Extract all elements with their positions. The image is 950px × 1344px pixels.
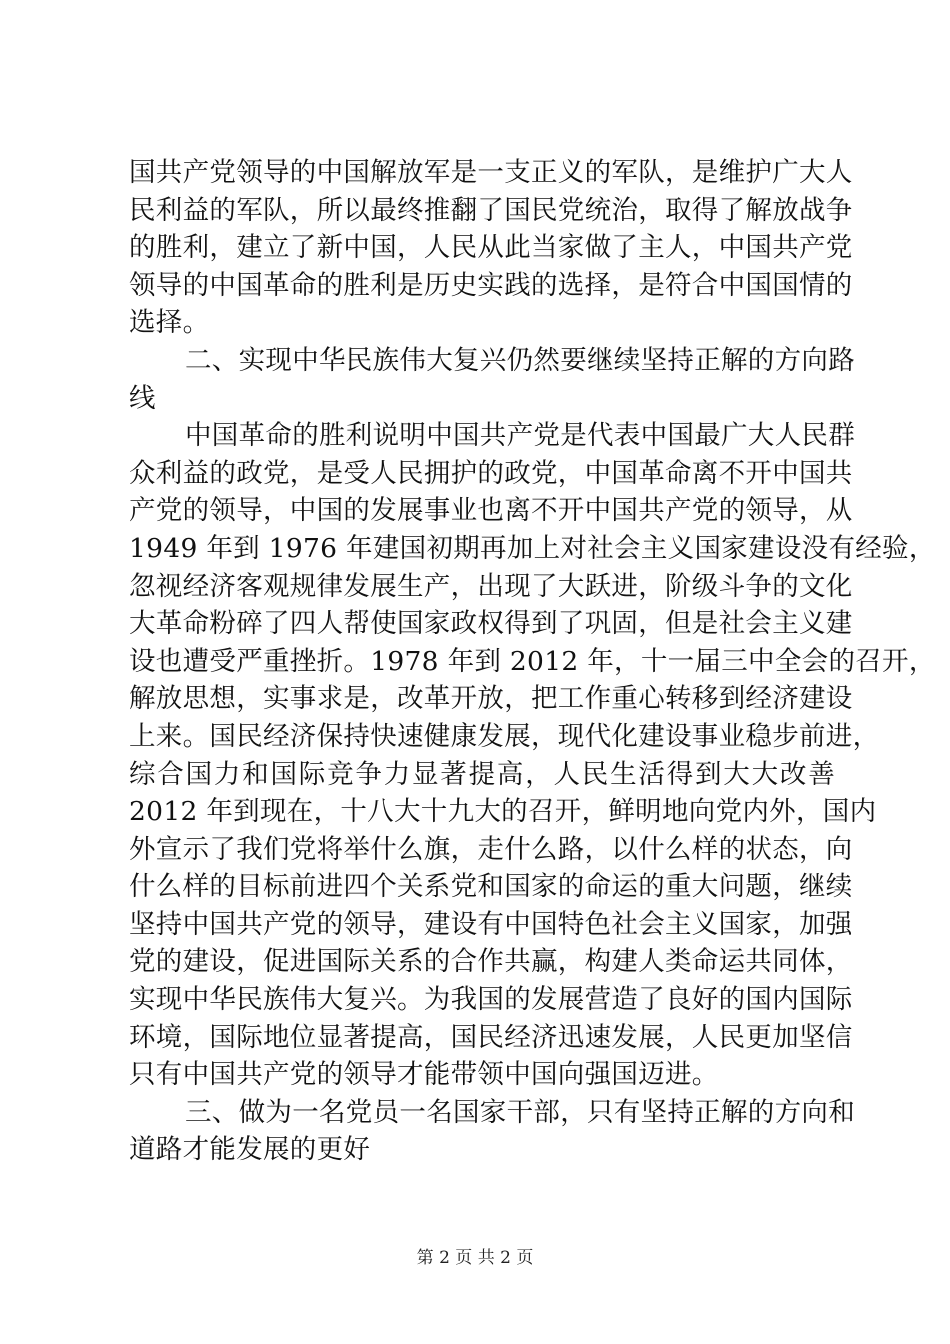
text-line: 选择。 xyxy=(129,307,210,339)
text-line: 的胜利，建立了新中国，人民从此当家做了主人，中国共产党 xyxy=(129,232,853,264)
paragraph xyxy=(129,154,853,342)
text-line: 领导的中国革命的胜利是历史实践的选择，是符合中国国情的 xyxy=(129,269,853,301)
text-line: 中国革命的胜利说明中国共产党是代表中国最广大人民群 xyxy=(185,420,855,452)
text-line: 设也遭受严重挫折。1978 年到 2012 年，十一届三中全会的召开， xyxy=(129,645,936,677)
section-heading xyxy=(129,342,855,417)
text-line: 产党的领导，中国的发展事业也离不开中国共产党的领导，从 xyxy=(129,495,853,527)
text-line: 党的建设，促进国际关系的合作共赢，构建人类命运共同体， xyxy=(129,946,853,978)
text-line: 上来。国民经济保持快速健康发展，现代化建设事业稳步前进， xyxy=(129,720,880,752)
text-line: 实现中华民族伟大复兴。为我国的发展营造了良好的国内国际 xyxy=(129,984,853,1016)
text-line: 国共产党领导的中国解放军是一支正义的军队，是维护广大人 xyxy=(129,157,853,188)
text-line: 坚持中国共产党的领导，建设有中国特色社会主义国家，加强 xyxy=(129,908,853,940)
text-line: 民利益的军队，所以最终推翻了国民党统治，取得了解放战争 xyxy=(129,194,853,226)
paragraph xyxy=(129,417,936,1094)
text-line: 什么样的目标前进四个关系党和国家的命运的重大问题，继续 xyxy=(129,871,853,903)
text-line: 2012 年到现在，十八大十九大的召开，鲜明地向党内外，国内 xyxy=(129,796,877,828)
document-body xyxy=(129,154,936,1169)
page-number-footer: 第 2 页 共 2 页 xyxy=(416,1248,534,1268)
text-line: 线 xyxy=(129,382,156,414)
section-heading xyxy=(129,1094,855,1169)
text-line: 环境，国际地位显著提高，国民经济迅速发展，人民更加坚信 xyxy=(129,1021,853,1053)
text-line: 道路才能发展的更好 xyxy=(129,1134,371,1166)
text-line: 综合国力和国际竞争力显著提高，人民生活得到大大改善 xyxy=(129,758,835,790)
text-line: 二、实现中华民族伟大复兴仍然要继续坚持正解的方向路 xyxy=(185,344,855,376)
text-line: 解放思想，实事求是，改革开放，把工作重心转移到经济建设 xyxy=(129,683,853,715)
text-line: 三、做为一名党员一名国家干部，只有坚持正解的方向和 xyxy=(185,1096,855,1128)
text-line: 众利益的政党，是受人民拥护的政党，中国革命离不开中国共 xyxy=(129,457,853,489)
text-line: 忽视经济客观规律发展生产，出现了大跃进，阶级斗争的文化 xyxy=(129,570,853,602)
text-line: 外宣示了我们党将举什么旗，走什么路，以什么样的状态，向 xyxy=(129,833,853,865)
text-line: 大革命粉碎了四人帮使国家政权得到了巩固，但是社会主义建 xyxy=(129,608,853,640)
text-line: 1949 年到 1976 年建国初期再加上对社会主义国家建设没有经验， xyxy=(129,532,936,564)
text-line: 只有中国共产党的领导才能带领中国向强国迈进。 xyxy=(129,1059,719,1091)
